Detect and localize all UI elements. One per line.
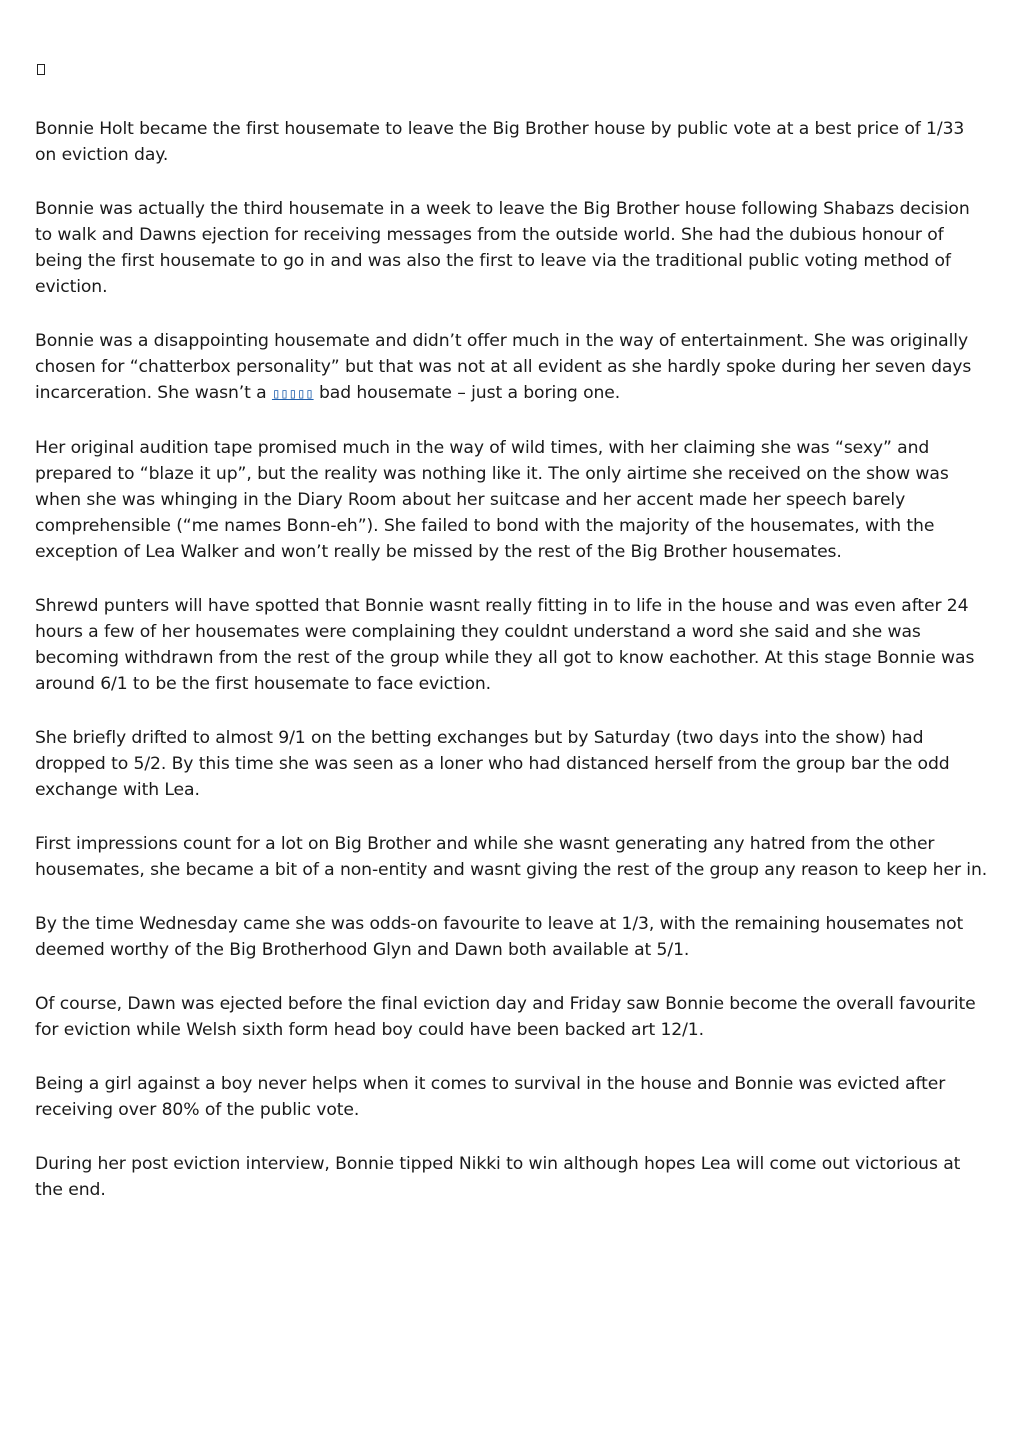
paragraph-4: Her original audition tape promised much in the way of wild times, with her claiming she was “sexy” and prepared to “blaze it up”, but the reality was nothing like it. The only airtime she received on the show was when she was whinging in the Diary Room about her suitcase and her accent made her speech barely comprehensible (“me names Bonn-eh”). She failed to bond with the majority of the housemates, with the exception of Lea Walker and won’t really be missed by the rest of the Big Brother housemates.	[35, 438, 949, 562]
paragraph-7: First impressions count for a lot on Big Brother and while she wasnt generating any hatred from the other housemates, she became a bit of a non-entity and wasnt giving the rest of the group any reason to keep her in.	[35, 834, 988, 880]
missing-glyph-icon	[37, 64, 45, 75]
paragraph-6: She briefly drifted to almost 9/1 on the betting exchanges but by Saturday (two days into the show) had dropped to 5/2. By this time she was seen as a loner who had distanced herself from the group bar the odd exchange with Lea.	[35, 728, 950, 800]
paragraph-3-text-after: bad housemate – just a boring one.	[313, 383, 621, 403]
paragraph-1: Bonnie Holt became the first housemate to leave the Big Brother house by public vote at a best price of 1/33 on eviction day.	[35, 119, 965, 165]
paragraph-8: By the time Wednesday came she was odds-on favourite to leave at 1/3, with the remaining housemates not deemed worthy of the Big Brotherhood Glyn and Dawn both available at 5/1.	[35, 914, 964, 960]
paragraph-3-text-before: Bonnie was a disappointing housemate and didn’t offer much in the way of entertainment. She was originally chosen for “chatterbox personality” but that was not at all evident as she hardly spoke during her seven days incarceration. She wasn’t a	[35, 331, 972, 403]
paragraph-2: Bonnie was actually the third housemate in a week to leave the Big Brother house following Shabazs decision to walk and Dawns ejection for receiving messages from the outside world. She had the dubious honour of being the first housemate to go in and was also the first to leave via the traditional public voting method of eviction.	[35, 199, 970, 297]
paragraph-9: Of course, Dawn was ejected before the final eviction day and Friday saw Bonnie become the overall favourite for eviction while Welsh sixth form head boy could have been backed art 12/1.	[35, 994, 976, 1040]
article-body	[35, 64, 990, 1231]
paragraph-10: Being a girl against a boy never helps when it comes to survival in the house and Bonnie was evicted after receiving over 80% of the public vote.	[35, 1074, 946, 1120]
paragraph-5: Shrewd punters will have spotted that Bonnie wasnt really fitting in to life in the house and was even after 24 hours a few of her housemates were complaining they couldnt understand a word she said and she was becoming withdrawn from the rest of the group while they all got to know eachother. At this stage Bonnie was around 6/1 to be the first housemate to face eviction.	[35, 596, 975, 694]
paragraph-11: During her post eviction interview, Bonnie tipped Nikki to win although hopes Lea will come out victorious at the end.	[35, 1154, 961, 1200]
paragraph-3	[35, 328, 990, 407]
inline-link[interactable]: ▯▯▯▯▯	[271, 386, 314, 402]
